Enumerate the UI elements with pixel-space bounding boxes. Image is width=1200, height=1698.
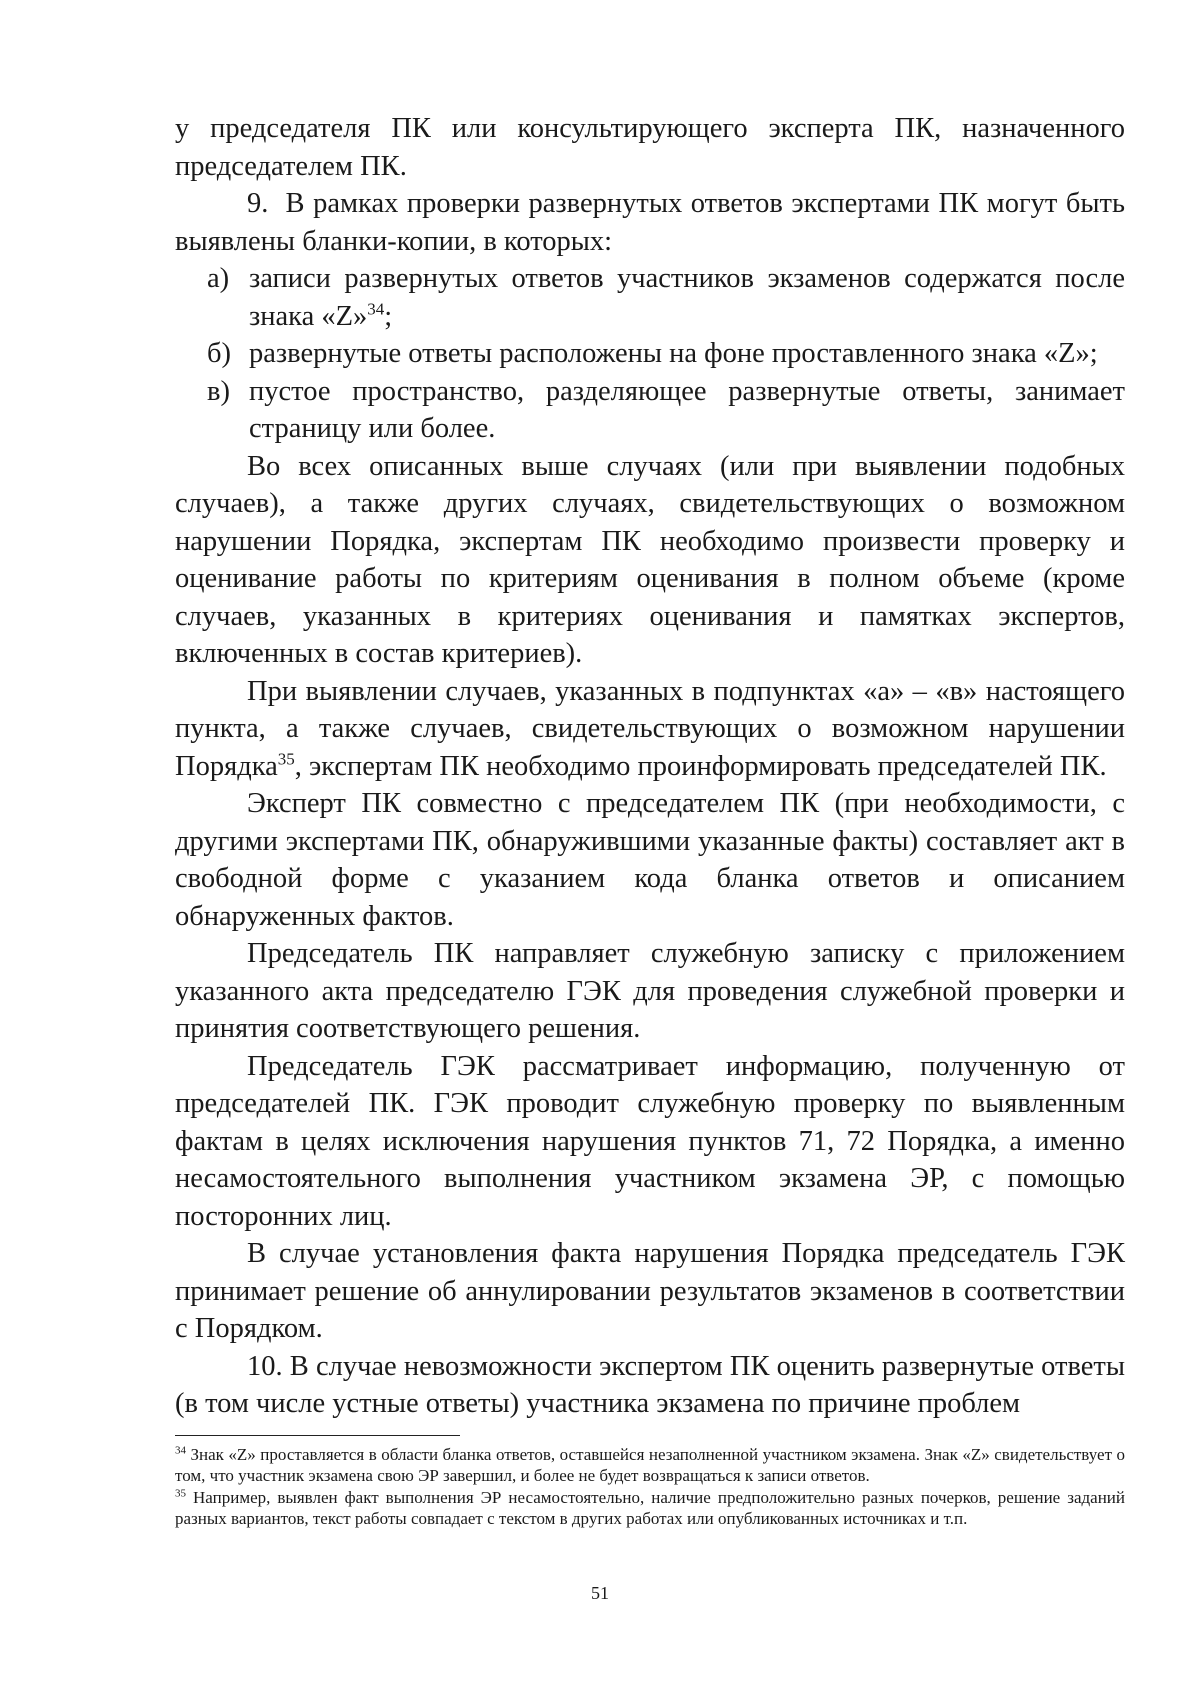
paragraph-9-text: В рамках проверки развернутых ответов экспертами ПК могут быть выявлены бланки-копии, в которых: <box>175 188 1126 257</box>
paragraph-9 <box>175 185 1125 260</box>
page-content <box>175 110 1125 1530</box>
list-marker-c: в) <box>207 375 230 407</box>
paragraph-10-text: В случае невозможности экспертом ПК оценить развернутые ответы (в том числе устные ответы) участника экзамена по причине проблем <box>175 1350 1126 1419</box>
page-number: 51 <box>591 1583 609 1603</box>
list-marker-b: б) <box>207 338 231 369</box>
paragraph-chair-gek: Председатель ГЭК рассматривает информацию, полученную от председателей ПК. ГЭК проводит служебную проверку по выявленным фактам в целях исключения нарушения пунктов 71, 72 Порядка, а именно несамостоятельного выполнения участником экзамена ЭР, с помощью посторонних лиц. <box>175 1050 1125 1232</box>
list-text-b: развернутые ответы расположены на фоне проставленного знака «Z»; <box>249 338 1098 369</box>
list-item-a <box>207 260 1125 335</box>
footnote-separator <box>175 1435 460 1436</box>
footnote-34 <box>175 1444 1125 1487</box>
list-text-a-end: ; <box>384 300 393 332</box>
list-item-b <box>207 335 1125 373</box>
list-marker-a: а) <box>207 263 230 294</box>
footnote-35 <box>175 1487 1125 1530</box>
list-text-c: пустое пространство, разделяющее развернутые ответы, занимает страницу или более. <box>249 375 1125 444</box>
list-text-a <box>249 260 1125 335</box>
paragraph-detection <box>175 673 1125 786</box>
list-item-c <box>207 373 1125 448</box>
paragraph-10-number: 10. <box>247 1350 283 1382</box>
main-text <box>175 110 1125 1423</box>
footnote-number-34: 34 <box>175 1443 186 1456</box>
footnote-text-34: Знак «Z» проставляется в области бланка ответов, оставшейся незаполненной участником экзамена. Знак «Z» свидетельствует о том, что участник экзамена свою ЭР завершил, и более не будет возвращаться к записи ответов. <box>175 1444 1125 1485</box>
paragraph-10 <box>175 1348 1125 1423</box>
footnote-number-35: 35 <box>175 1486 186 1499</box>
paragraph-continuation: у председателя ПК или консультирующего эксперта ПК, назначенного председателем ПК. <box>175 113 1125 182</box>
footnote-text-35: Например, выявлен факт выполнения ЭР несамостоятельно, наличие предположительно разных почерков, решение заданий разных вариантов, текст работы совпадает с текстом в других работах или опубликованных источниках и т.п. <box>175 1487 1125 1528</box>
paragraph-all-cases: Во всех описанных выше случаях (или при выявлении подобных случаев), а также других случаях, свидетельствующих о возможном нарушении Порядка, экспертам ПК необходимо произвести проверку и оценивание работы по критериям оценивания в полном объеме (кроме случаев, указанных в критериях оценивания и памятках экспертов, включенных в состав критериев). <box>175 450 1125 669</box>
paragraph-expert-act: Эксперт ПК совместно с председателем ПК (при необходимости, с другими экспертами ПК, обнаружившими указанные факты) составляет акт в свободной форме с указанием кода бланка ответов и описанием обнаруженных фактов. <box>175 788 1125 932</box>
paragraph-9-number: 9. <box>247 188 269 219</box>
footnote-ref-35[interactable]: 35 <box>277 749 295 768</box>
paragraph-chair-pk: Председатель ПК направляет служебную записку с приложением указанного акта председателю ГЭК для проведения служебной проверки и принятия соответствующего решения. <box>175 938 1125 1044</box>
paragraph-detection-text: При выявлении случаев, указанных в подпунктах «а» – «в» настоящего пункта, а также случаев, свидетельствующих о возможном нарушении Порядка <box>175 675 1125 782</box>
paragraph-detection-end: , экспертам ПК необходимо проинформировать председателей ПК. <box>294 750 1107 782</box>
footnote-ref-34[interactable]: 34 <box>367 299 385 318</box>
list-text-a-body: записи развернутых ответов участников экзаменов содержатся после знака «Z» <box>249 263 1125 332</box>
paragraph-violation: В случае установления факта нарушения Порядка председатель ГЭК принимает решение об аннулировании результатов экзаменов в соответствии с Порядком. <box>175 1238 1125 1344</box>
